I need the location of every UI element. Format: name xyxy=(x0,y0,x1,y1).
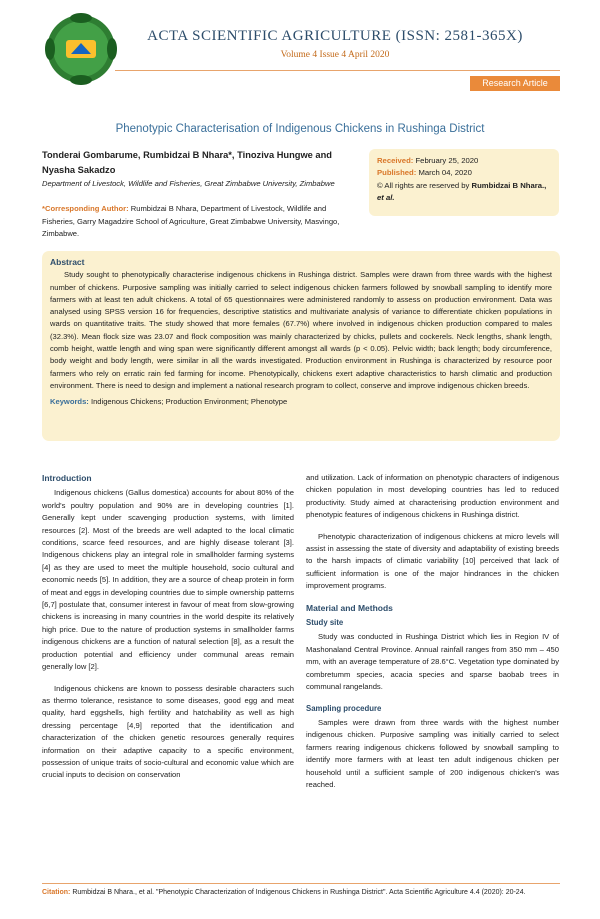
paper-title: Phenotypic Characterisation of Indigenous Chickens in Rushinga District xyxy=(115,123,485,135)
left-column xyxy=(42,472,294,791)
received-label: Received: xyxy=(377,156,414,165)
article-type-badge: Research Article xyxy=(470,76,560,91)
study-site-paragraph: Study was conducted in Rushinga District which lies in Region IV of Mashonaland Central Province. Annual rainfall ranges from 350 mm – 450 mm, with an average temperature of 28.6°C. Vegetation type dominated by combretumm species, acacia species and sparse baobab trees in communal rangelands. xyxy=(306,632,559,692)
received-date: February 25, 2020 xyxy=(415,156,479,165)
intro-paragraph-4: Phenotypic characterization of indigenous chickens at micro levels will assist in assessing the state of diversity and adaptability of existing breeds to the harsh impacts of climatic variability [10] perceived that lack of sufficient information is one of the major hindrances in the chicken improvement programs. xyxy=(306,531,559,591)
study-site-heading: Study site xyxy=(306,618,344,628)
corresponding-text: Rumbidzai B Nhara, Department of Livestock, Wildlife and Fisheries, Garry Magadzire School of Agriculture, Great Zimbabwe University, Masvingo, Zimbabwe. xyxy=(42,204,340,238)
sampling-heading: Sampling procedure xyxy=(306,703,382,713)
citation-text: Rumbidzai B Nhara., et al. "Phenotypic Characterization of Indigenous Chickens in Rushinga District". Acta Scientific Agriculture 4.4 (2020): 20-24. xyxy=(72,889,526,896)
rights-name: Rumbidzai B Nhara., xyxy=(471,180,547,190)
keywords-label: Keywords: xyxy=(50,397,89,407)
abstract-text: Study sought to phenotypically characterise indigenous chickens in Rushinga district. Samples were drawn from three wards with the highest number of chickens. Purposive sampling was initially carried to select indigenous chicken farmers followed by snowball sampling to identify more farmers with at least ten adult chickens. A total of 65 questionnaires were administered randomly to assess on production environment. Data was analysed using SPSS version 16 for frequencies, descriptive statistics and multivariate analysis of variance to differentiate chicken populations in wards on quantitative traits. The study showed that more females (67.7%) where involved in indigenous chicken production compared to males (32.3%). Mean flock size was 23.07 and flock composition was mainly characterized by chicks, pullets and cockerels. Neck lengths, shank length, comb height, wattle length and wing span were significantly different amongst all wards (p < 0.05). Pelvic width; back length; body circumference, body weight and body length, were similar in all the wards investigated. Production environment in Rushinga is characterized by resource poor farmers who rely on erratic rain fed farming for income. Phenotypically, chickens exert adaptive characteristics to harsh climatic and production environment. There is need to design and implement a national research program to collect, conserve and improve indigenous chicken breeds. xyxy=(50,270,552,390)
corresponding-label: *Corresponding Author: xyxy=(42,204,129,213)
rights-suffix: et al. xyxy=(377,193,395,203)
authors: Tonderai Gombarume, Rumbidzai B Nhara*, Tinoziva Hungwe and Nyasha Sakadzo xyxy=(42,150,332,175)
intro-paragraph-2: Indigenous chickens are known to possess desirable characters such as thermo tolerance, resistance to some diseases, good egg and meat quality, hard eggshells, high fertility and hatchability as well as high dressing percentage [4,9] reported that the identification and characterization of the chicken genetic resources generally requires information on their adaptive capacity to a specific environment, possession of unique traits of socio-cultural and economic value which are crucial inputs to decision on conservation xyxy=(42,683,294,780)
intro-paragraph-3: and utilization. Lack of information on phenotypic characters of indigenous chicken population in most developing countries has led to reduced productivity. Study aimed at characterising production environment and phenotypic features of indigenous chickens in Rushinga district. xyxy=(306,473,559,520)
affiliation-text: Department of Livestock, Wildlife and Fisheries, Great Zimbabwe University, Zimbabwe xyxy=(42,179,335,188)
rights-prefix: © All rights are reserved by xyxy=(377,180,470,190)
right-column xyxy=(306,472,559,800)
affiliation xyxy=(42,178,357,191)
journal-name: ACTA SCIENTIFIC AGRICULTURE (ISSN: 2581-365X) xyxy=(147,28,523,44)
journal-logo xyxy=(38,10,124,88)
intro-paragraph-1: Indigenous chickens (Gallus domestica) accounts for about 80% of the world's poultry population and 90% are in developing countries [1]. Generally kept under scavenging production systems, with limited resources [2]. Most of the breeds are well adapted to the local climatic conditions, scarce feed resources, and are highly disease tolerant [3]. Indigenous chickens play an integral role in smallholder farming systems [4] as they are used to meet the multiple household, socio cultural and economic needs [5]. In addition, they are a source of cheap protein in form of meat and eggs in developing countries due to simple ownership patterns [6,7] postulate that, consumer interest in favour of meat from slow-growing chickens is increasing in many countries in the world despite its relatively high price. Due to the nature of production systems in smallholder farms indigenous chickens are a function of natural selection [8], as a result the production potential and efficiency under communal areas remain generally low [2]. xyxy=(42,488,295,672)
keywords xyxy=(50,396,552,408)
sampling-paragraph: Samples were drawn from three wards with the highest number indigenous chicken. Purposive sampling was initially carried to select farmers rearing indigenous chickens followed by snowball sampling to identify more farmers with at least ten adult indigenous chicken per household until a sufficient sample of 200 indigenous chicken's was reached. xyxy=(306,717,559,789)
methods-heading: Material and Methods xyxy=(306,602,393,613)
corresponding-author xyxy=(42,203,357,241)
header-rule xyxy=(115,70,560,71)
introduction-heading: Introduction xyxy=(42,473,92,483)
published-date: March 04, 2020 xyxy=(418,168,472,178)
citation-label: Citation: xyxy=(42,889,71,896)
keywords-text: Indigenous Chickens; Production Environment; Phenotype xyxy=(90,397,288,407)
citation-footer xyxy=(42,883,560,898)
abstract-box xyxy=(42,251,560,441)
published-label: Published: xyxy=(377,168,417,178)
dates-box xyxy=(369,149,559,216)
issue-info: Volume 4 Issue 4 April 2020 xyxy=(280,50,390,60)
abstract-heading: Abstract xyxy=(50,257,85,267)
